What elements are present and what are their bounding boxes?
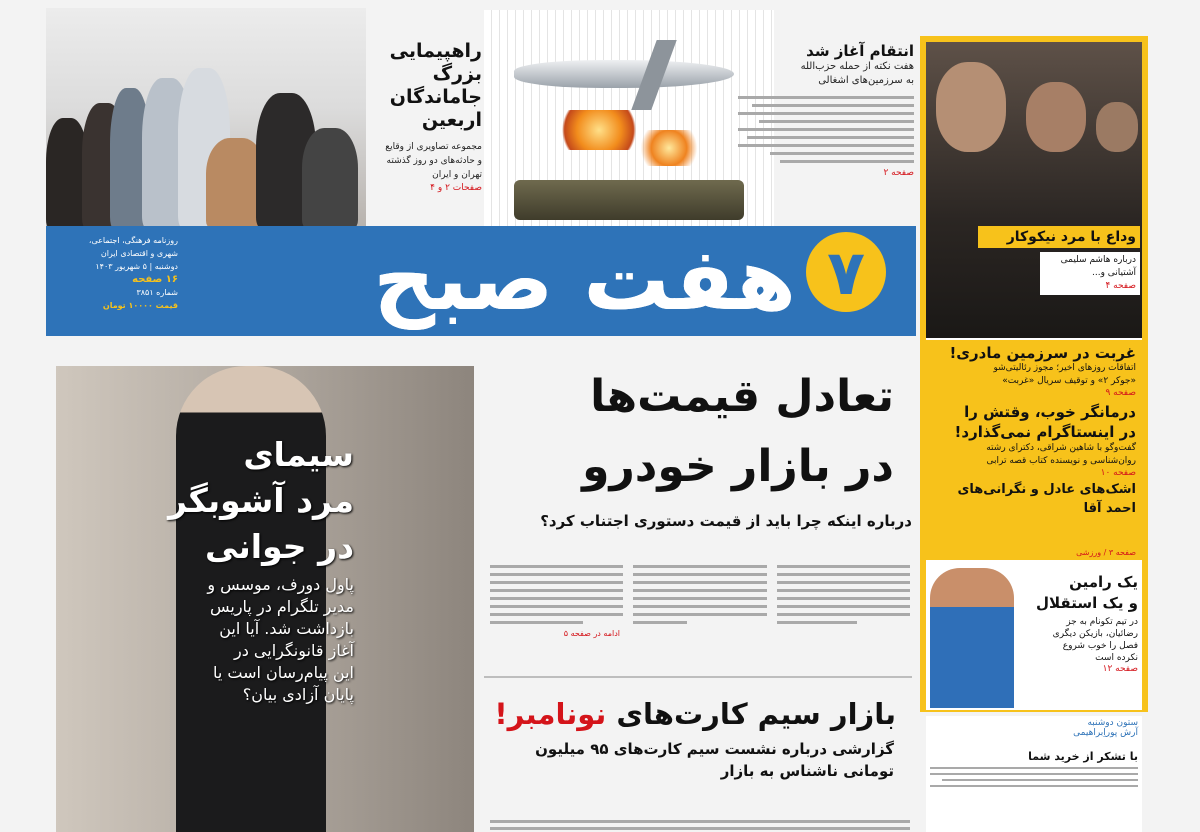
item2-ref: صفحه ۱۰ bbox=[1100, 468, 1136, 478]
item4-body: در تیم تکونام به جز رضائیان، بازیکن دیگری فصل را خوب شروع نکرده است bbox=[1052, 617, 1138, 663]
sim-subhead: گزارشی درباره نشست سیم کارت‌های ۹۵ میلیون تومانی ناشناس به بازار bbox=[535, 740, 894, 780]
right-yellow-stories bbox=[926, 340, 1142, 560]
ramin-photo bbox=[930, 568, 1014, 708]
elder-caption: درباره هاشم سلیمی آشتیانی و... bbox=[1060, 255, 1136, 278]
column-author: آرش پوراِبراهیمی bbox=[1073, 728, 1138, 738]
missile-sub: هفت نکته از حمله حزب‌الله به سرزمین‌های اشغالی bbox=[800, 61, 914, 86]
info-line1: روزنامه فرهنگی، اجتماعی، bbox=[88, 236, 178, 245]
item3-title: اشک‌های عادل و نگرانی‌های احمد آقا bbox=[957, 482, 1136, 516]
column-title: ستون دوشنبه bbox=[1087, 718, 1138, 728]
elder-ref: صفحه ۴ bbox=[1105, 281, 1136, 291]
item2-body: گفت‌وگو با شاهین شراقی، دکترای رشته روان‌شناسی و نویسنده کتاب قصه ترابی bbox=[986, 443, 1136, 466]
sim-headline bbox=[484, 692, 912, 736]
divider bbox=[484, 676, 912, 678]
masthead-info bbox=[52, 234, 178, 312]
item1-body: اتفاقات روزهای اخیر؛ مجوز رئالیتی‌شو «جوکر ۲» و توقیف سریال «غربت» bbox=[993, 363, 1136, 386]
car-more-ref: ادامه در صفحه ۵ bbox=[563, 629, 620, 638]
issue-number: شماره ۳۸۵۱ bbox=[136, 288, 178, 297]
sim-headline-main: بازار سیم کارت‌های bbox=[616, 697, 896, 731]
elder-title: وداع با مرد نیکوکار bbox=[1006, 229, 1136, 245]
missile-page-ref: صفحه ۲ bbox=[883, 168, 914, 178]
logo-text: هفت صبح bbox=[373, 230, 796, 330]
item3-ref: صفحه ۳ / ورزشی bbox=[1076, 548, 1136, 557]
logo-number: ۷ bbox=[806, 232, 886, 312]
elder-caption-box bbox=[1040, 252, 1140, 295]
missile-headline: انتقام آغاز شد bbox=[806, 42, 914, 60]
info-line2: شهری و اقتصادی ایران bbox=[100, 249, 178, 258]
column-heading: با تشکر از خرید شما bbox=[1028, 750, 1138, 763]
item1-ref: صفحه ۹ bbox=[1105, 388, 1136, 398]
price: قیمت ۱۰۰۰۰ تومان bbox=[102, 301, 178, 310]
pavel-body: پاول دورف، موسس و مدیر تلگرام در پاریس بازداشت شد. آیا این آغاز قانونگرایی در این پیام‌رسان است یا پایان آزادی بیان؟ bbox=[207, 575, 354, 704]
crowd-headline: راهپیمایی بزرگ جاماندگان اربعین bbox=[389, 40, 482, 131]
pavel-headline: سیمای مرد آشوبگر در جوانی bbox=[168, 435, 354, 566]
item1-title: غربت در سرزمین مادری! bbox=[949, 344, 1136, 362]
item4-ref: صفحه ۱۲ bbox=[1102, 664, 1138, 674]
crowd-caption: مجموعه تصاویری از وقایع و حادثه‌های دو روز گذشته تهران و ایران bbox=[385, 142, 482, 180]
crowd-photo bbox=[46, 8, 366, 228]
car-story bbox=[484, 362, 912, 530]
crowd-story bbox=[370, 40, 482, 193]
column-box bbox=[926, 716, 1142, 832]
sim-story bbox=[484, 692, 912, 782]
car-body bbox=[490, 560, 910, 638]
car-headline: تعادل قیمت‌ها در بازار خودرو bbox=[582, 371, 894, 492]
missile-story bbox=[738, 42, 914, 178]
item4-title: یک رامین و یک استقلال bbox=[1036, 573, 1138, 612]
issue-date: دوشنبه | ۵ شهریور ۱۴۰۳ bbox=[95, 262, 178, 271]
page-count: ۱۶ صفحه bbox=[132, 274, 178, 285]
crowd-page-ref: صفحات ۲ و ۴ bbox=[430, 183, 482, 193]
pavel-story bbox=[130, 432, 354, 706]
ramin-story bbox=[1016, 572, 1138, 674]
item2-title: درمانگر خوب، وقتش را در اینستاگرام نمی‌گذارد! bbox=[954, 403, 1136, 441]
elder-title-box bbox=[978, 226, 1140, 248]
missile-photo bbox=[484, 10, 774, 226]
sim-headline-accent: نونامبر! bbox=[494, 697, 607, 731]
sim-body bbox=[490, 816, 910, 832]
car-subhead: درباره اینکه چرا باید از قیمت دستوری اجتناب کرد؟ bbox=[540, 512, 912, 530]
